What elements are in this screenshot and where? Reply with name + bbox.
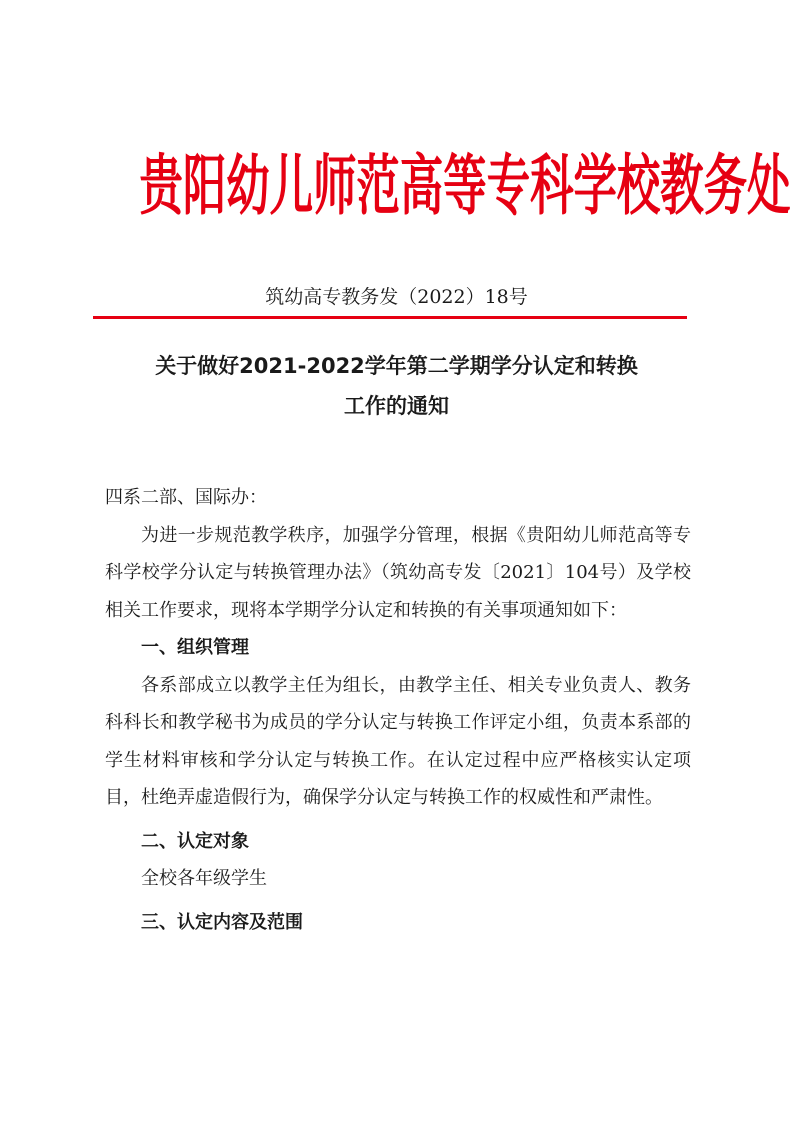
issuing-office-masthead <box>0 140 793 232</box>
section-heading-scope: 三、认定内容及范围 <box>141 911 303 933</box>
salutation: 四系二部、国际办： <box>105 487 267 508</box>
document-number: 筑幼高专教务发（2022）18号 <box>265 286 528 308</box>
notice-title <box>90 346 703 426</box>
title-line-1: 关于做好2021-2022学年第二学期学分认定和转换 <box>155 354 638 378</box>
title-line-2: 工作的通知 <box>344 394 449 418</box>
red-divider-line <box>93 316 687 319</box>
section-text-target: 全校各年级学生 <box>141 868 267 889</box>
intro-paragraph: 为进一步规范教学秩序，加强学分管理，根据《贵阳幼儿师范高等专科学校学分认定与转换管理办法》（筑幼高专发〔2021〕104号）及学校相关工作要求，现将本学期学分认定和转换的有关事项通知如下： <box>105 524 691 621</box>
section-heading-target: 二、认定对象 <box>141 830 249 852</box>
section-text-organization: 各系部成立以教学主任为组长，由教学主任、相关专业负责人、教务科科长和教学秘书为成员的学分认定与转换工作评定小组，负责本系部的学生材料审核和学分认定与转换工作。在认定过程中应严格核实认定项目，杜绝弄虚造假行为，确保学分认定与转换工作的权威性和严肃性。 <box>105 674 691 808</box>
section-heading-organization: 一、组织管理 <box>141 637 249 658</box>
notice-body <box>105 479 691 941</box>
masthead-text: 贵阳幼儿师范高等专科学校教务处 <box>139 147 791 224</box>
